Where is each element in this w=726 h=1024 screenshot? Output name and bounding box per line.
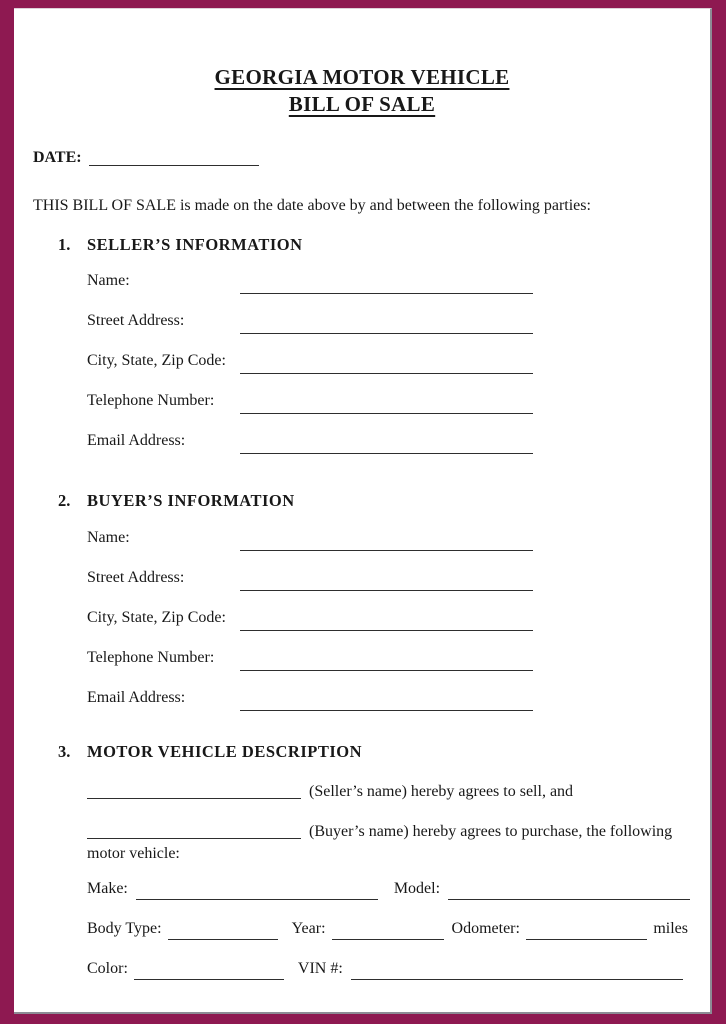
year-label: Year:: [291, 920, 326, 937]
section-number: 1.: [58, 235, 71, 254]
field-label: City, State, Zip Code:: [87, 609, 226, 626]
body-year-odometer-row: [87, 918, 688, 940]
vin-fill-line[interactable]: [351, 959, 683, 980]
date-row: [33, 149, 259, 167]
buyer-city-state-zip-fill-line[interactable]: [240, 606, 533, 631]
make-label: Make:: [87, 880, 128, 897]
body-type-label: Body Type:: [87, 920, 162, 937]
date-fill-line[interactable]: [89, 151, 259, 166]
make-fill-line[interactable]: [136, 879, 378, 900]
form-row: [87, 526, 533, 551]
seller-city-state-zip-fill-line[interactable]: [240, 349, 533, 374]
section-number: 2.: [58, 491, 71, 510]
form-row: [87, 349, 533, 374]
field-label: Telephone Number:: [87, 392, 215, 409]
seller-name-blank-line[interactable]: [87, 783, 301, 799]
buyer-clause: [87, 821, 700, 865]
form-row: [87, 429, 533, 454]
form-row: [87, 269, 533, 294]
seller-email-fill-line[interactable]: [240, 429, 533, 454]
odometer-fill-line[interactable]: [526, 919, 647, 940]
buyer-clause-continuation: motor vehicle:: [87, 845, 180, 862]
document-title: [14, 64, 710, 118]
section-number: 3.: [58, 742, 71, 761]
color-label: Color:: [87, 960, 128, 977]
buyer-clause-text: (Buyer’s name) hereby agrees to purchase, the following: [309, 823, 673, 840]
buyer-email-fill-line[interactable]: [240, 686, 533, 711]
form-row: [87, 389, 533, 414]
date-label: DATE:: [33, 149, 82, 166]
form-row: [87, 606, 533, 631]
field-label: Email Address:: [87, 432, 186, 449]
field-label: Telephone Number:: [87, 649, 215, 666]
form-row: [87, 646, 533, 671]
section-title: SELLER’S INFORMATION: [87, 235, 303, 254]
buyer-name-blank-line[interactable]: [87, 823, 301, 839]
field-label: Street Address:: [87, 312, 185, 329]
buyer-street-address-fill-line[interactable]: [240, 566, 533, 591]
color-fill-line[interactable]: [134, 959, 284, 980]
seller-street-address-fill-line[interactable]: [240, 309, 533, 334]
section-title: MOTOR VEHICLE DESCRIPTION: [87, 742, 363, 761]
vin-label: VIN #:: [297, 960, 343, 977]
title-line-1: GEORGIA MOTOR VEHICLE: [214, 65, 510, 89]
year-fill-line[interactable]: [332, 919, 444, 940]
form-row: [87, 309, 533, 334]
buyer-telephone-fill-line[interactable]: [240, 646, 533, 671]
odometer-label: Odometer:: [451, 920, 520, 937]
title-line-2: BILL OF SALE: [288, 92, 436, 116]
form-row: [87, 566, 533, 591]
field-label: Name:: [87, 529, 130, 546]
section-heading-vehicle: [58, 741, 362, 762]
model-fill-line[interactable]: [448, 879, 690, 900]
document-sheet: [14, 8, 712, 1014]
miles-label: miles: [653, 920, 688, 937]
seller-clause-text: (Seller’s name) hereby agrees to sell, and: [309, 783, 574, 800]
intro-paragraph: THIS BILL OF SALE is made on the date above by and between the following parties:: [33, 197, 591, 214]
section-heading-buyer: [58, 490, 295, 511]
seller-telephone-fill-line[interactable]: [240, 389, 533, 414]
buyer-name-fill-line[interactable]: [240, 526, 533, 551]
form-row: [87, 686, 533, 711]
field-label: City, State, Zip Code:: [87, 352, 226, 369]
section-heading-seller: [58, 234, 303, 255]
color-vin-row: [87, 958, 683, 980]
section-title: BUYER’S INFORMATION: [87, 491, 295, 510]
seller-clause: [87, 781, 700, 803]
model-label: Model:: [393, 880, 441, 897]
body-type-fill-line[interactable]: [168, 919, 278, 940]
field-label: Email Address:: [87, 689, 186, 706]
field-label: Name:: [87, 272, 130, 289]
seller-name-fill-line[interactable]: [240, 269, 533, 294]
field-label: Street Address:: [87, 569, 185, 586]
make-model-row: [87, 878, 690, 900]
seller-fields: [87, 269, 533, 469]
buyer-fields: [87, 526, 533, 726]
